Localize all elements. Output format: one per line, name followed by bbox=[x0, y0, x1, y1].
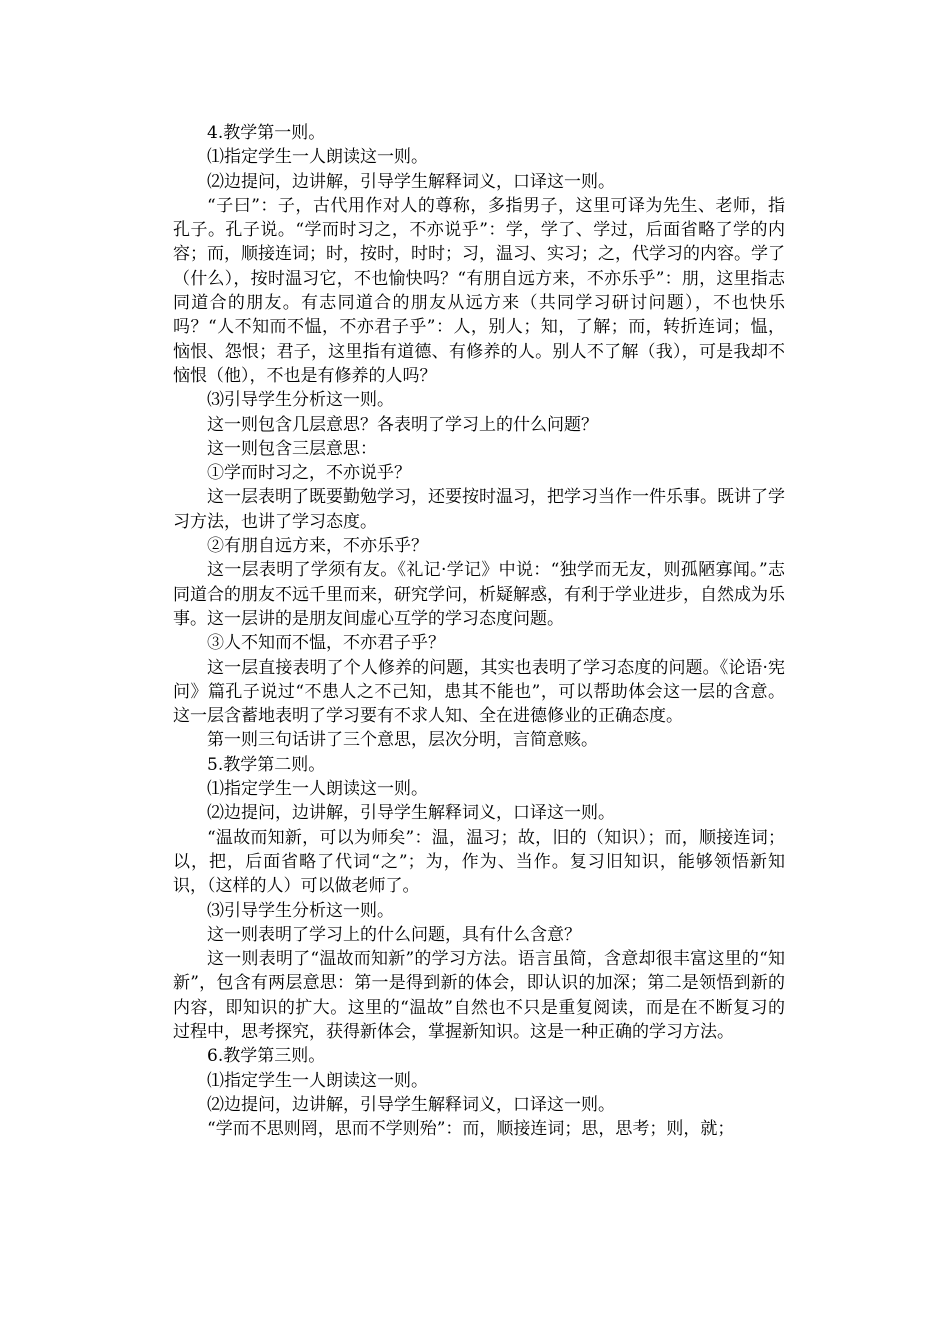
paragraph: “温故而知新，可以为师矣”：温，温习；故，旧的（知识）；而，顺接连词；以，把，后面省略了代词“之”；为，作为、当作。复习旧知识，能够领悟新知识，（这样的人）可以做老师了。 bbox=[173, 827, 785, 897]
section-heading-5: 5.教学第二则。 bbox=[207, 754, 326, 775]
paragraph: 这一层表明了学须有友。《礼记·学记》中说：“独学而无友，则孤陋寡闻。”志同道合的朋友不远千里而来，研究学问，析疑解惑，有利于学业进步，自然成为乐事。这一层讲的是朋友间虚心互学的学习态度问题。 bbox=[173, 560, 785, 629]
paragraph: 这一则表明了学习上的什么问题，具有什么含意？ bbox=[207, 924, 581, 945]
paragraph: 这一则包含三层意思： bbox=[207, 438, 377, 459]
step-1: ⑴指定学生一人朗读这一则。 bbox=[207, 779, 428, 800]
point-2: ②有朋自远方来，不亦乐乎？ bbox=[207, 536, 428, 557]
paragraph: 这一层直接表明了个人修养的问题，其实也表明了学习态度的问题。《论语·宪问》篇孔子说过“不患人之不己知，患其不能也”，可以帮助体会这一层的含意。这一层含蓄地表明了学习要有不求人知、全在进德修业的正确态度。 bbox=[173, 657, 785, 727]
paragraph: 这一则包含几层意思？各表明了学习上的什么问题？ bbox=[207, 414, 598, 435]
step-3: ⑶引导学生分析这一则。 bbox=[207, 900, 394, 921]
paragraph: “学而不思则罔，思而不学则殆”：而，顺接连词；思，思考；则，就； bbox=[207, 1119, 735, 1140]
point-3: ③人不知而不愠，不亦君子乎？ bbox=[207, 633, 445, 654]
paragraph: 这一层表明了既要勤勉学习，还要按时温习，把学习当作一件乐事。既讲了学习方法，也讲了学习态度。 bbox=[173, 487, 785, 532]
step-3: ⑶引导学生分析这一则。 bbox=[207, 390, 394, 411]
paragraph: 第一则三句话讲了三个意思，层次分明，言简意赅。 bbox=[207, 730, 598, 751]
section-heading-6: 6.教学第三则。 bbox=[207, 1046, 326, 1067]
paragraph: 这一则表明了“温故而知新”的学习方法。语言虽简，含意却很丰富这里的“知新”，包含有两层意思：第一是得到新的体会，即认识的加深；第二是领悟到新的内容，即知识的扩大。这里的“温故”自然也不只是重复阅读，而是在不断复习的过程中，思考探究，获得新体会，掌握新知识。这是一种正确的学习方法。 bbox=[173, 949, 785, 1042]
point-1: ①学而时习之，不亦说乎？ bbox=[207, 463, 411, 484]
paragraph: “子曰”：子，古代用作对人的尊称，多指男子，这里可译为先生、老师，指孔子。孔子说。“学而时习之，不亦说乎”：学，学了、学过，后面省略了学的内容；而，顺接连词；时，按时，时时；习，温习、实习；之，代学习的内容。学了（什么），按时温习它，不也愉快吗？“有朋自远方来，不亦乐乎”：朋，这里指志同道合的朋友。有志同道合的朋友从远方来（共同学习研讨问题），不也快乐吗？“人不知而不愠，不亦君子乎”：人，别人；知，了解；而，转折连词；愠，恼恨、怨恨；君子，这里指有道德、有修养的人。别人不了解（我），可是我却不恼恨（他），不也是有修养的人吗？ bbox=[173, 195, 785, 386]
document-body bbox=[173, 121, 785, 1141]
step-2: ⑵边提问，边讲解，引导学生解释词义，口译这一则。 bbox=[207, 171, 615, 192]
section-heading-4: 4.教学第一则。 bbox=[207, 123, 326, 143]
step-1: ⑴指定学生一人朗读这一则。 bbox=[207, 147, 428, 168]
step-2: ⑵边提问，边讲解，引导学生解释词义，口译这一则。 bbox=[207, 803, 615, 824]
step-1: ⑴指定学生一人朗读这一则。 bbox=[207, 1070, 428, 1091]
step-2: ⑵边提问，边讲解，引导学生解释词义，口译这一则。 bbox=[207, 1094, 615, 1115]
